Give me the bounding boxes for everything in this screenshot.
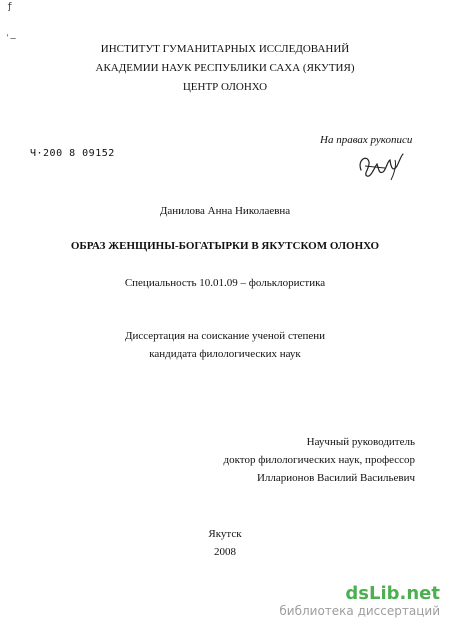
specialty: Специальность 10.01.09 – фольклористика — [124, 277, 326, 289]
city: Якутск — [208, 528, 242, 540]
margin-mark-top: ƒ — [7, 2, 13, 12]
degree-line-2: кандидата филологических наук — [149, 348, 301, 360]
supervisor-role: Научный руководитель — [306, 436, 415, 448]
watermark — [279, 584, 440, 618]
institution-line-3: ЦЕНТР ОЛОНХО — [182, 81, 268, 93]
rights-note: На правах рукописи — [320, 134, 413, 146]
supervisor-degree: доктор филологических наук, профессор — [223, 454, 415, 466]
institution-line-1: ИНСТИТУТ ГУМАНИТАРНЫХ ИССЛЕДОВАНИЙ — [100, 43, 350, 55]
margin-mark-second: ˈ– — [5, 34, 16, 44]
author-name: Данилова Анна Николаевна — [159, 205, 291, 217]
institution-line-2: АКАДЕМИИ НАУК РЕСПУБЛИКИ САХА (ЯКУТИЯ) — [95, 62, 355, 74]
dissertation-title: ОБРАЗ ЖЕНЩИНЫ-БОГАТЫРКИ В ЯКУТСКОМ ОЛОНХО — [70, 240, 380, 252]
supervisor-name: Илларионов Василий Васильевич — [256, 472, 415, 484]
year: 2008 — [214, 546, 236, 558]
library-stamp: Ч·200 8 09152 — [30, 148, 115, 159]
watermark-brand[interactable]: dsLib.net — [345, 583, 440, 604]
signature-image — [355, 148, 407, 184]
watermark-tagline: библиотека диссертаций — [279, 604, 440, 618]
degree-line-1: Диссертация на соискание ученой степени — [124, 330, 326, 342]
